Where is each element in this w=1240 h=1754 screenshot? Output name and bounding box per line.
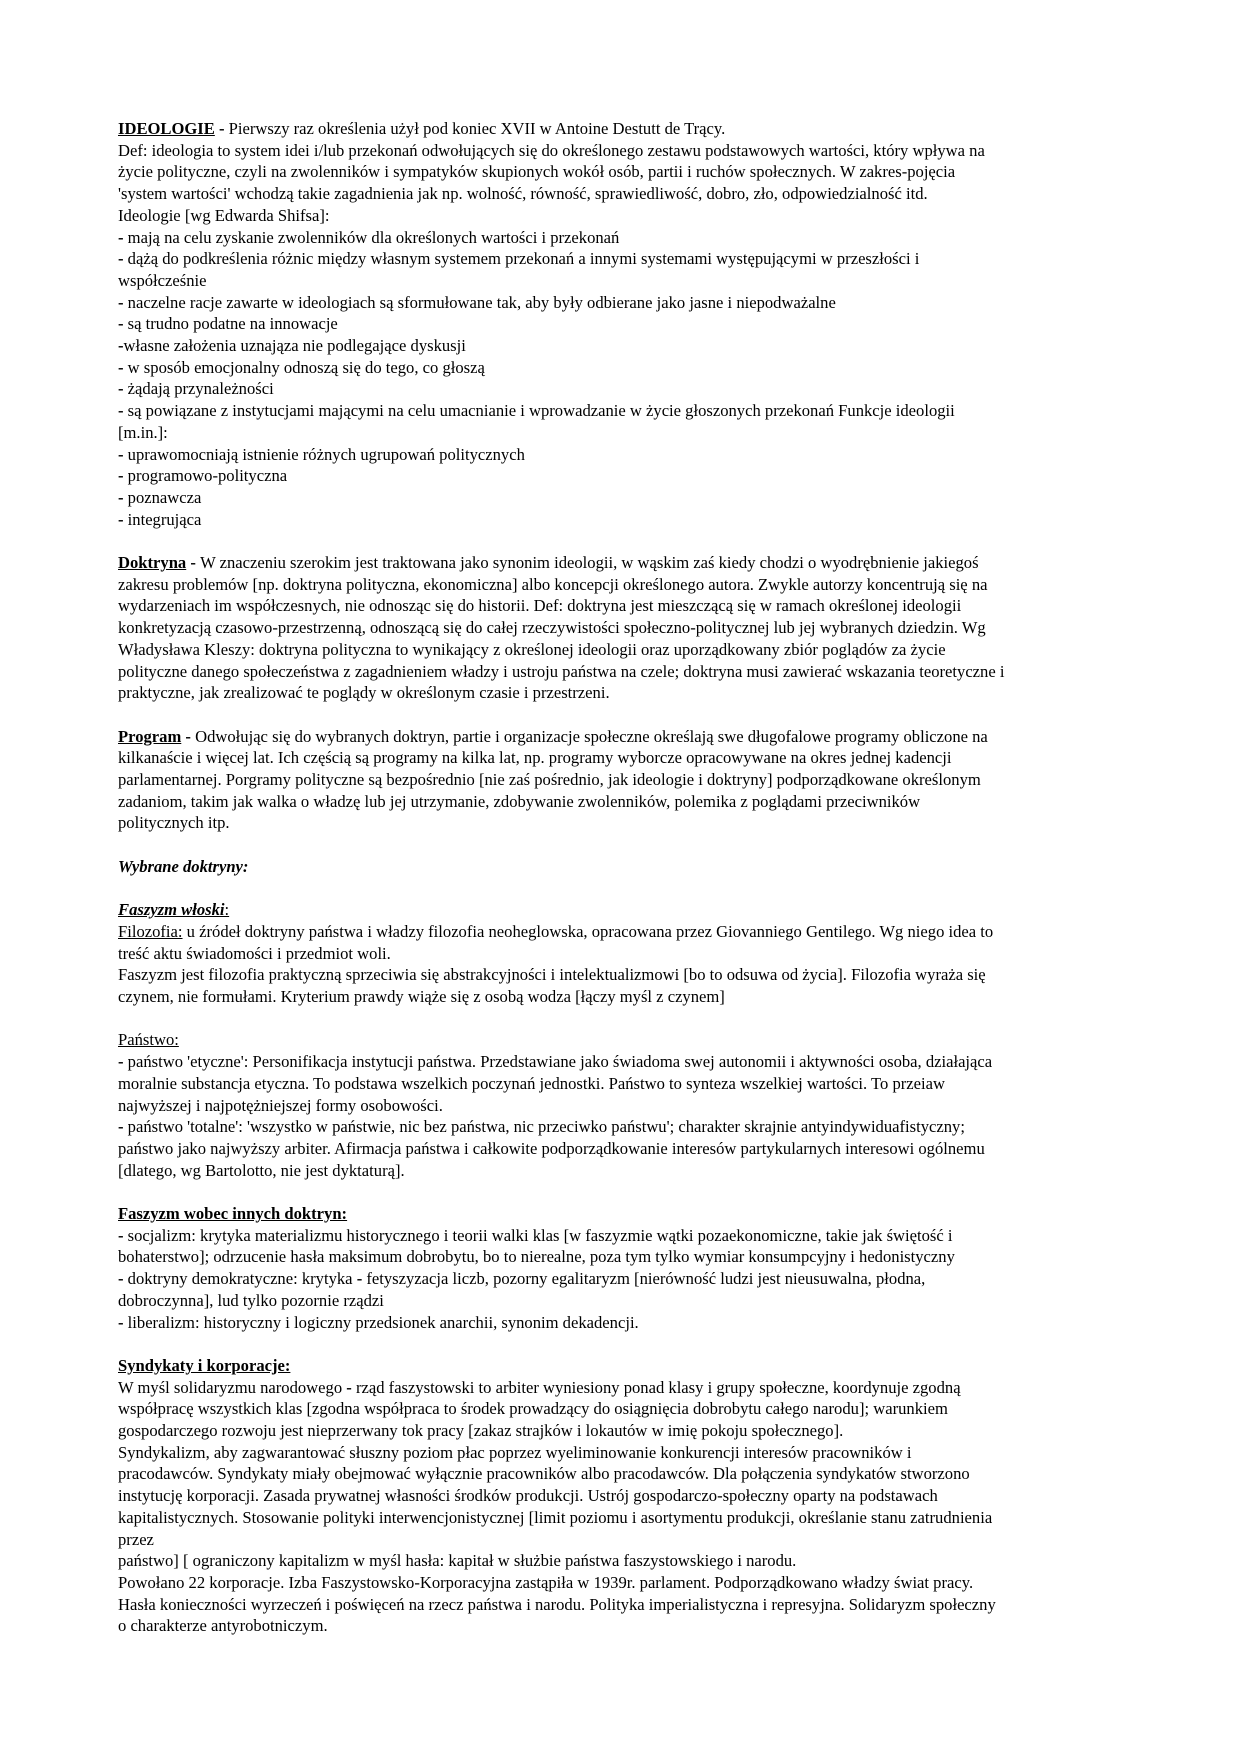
- text-segment: -: [356, 1269, 363, 1289]
- blank-line: [118, 1181, 1120, 1203]
- text-segment: :: [224, 900, 230, 920]
- blank-line: [118, 834, 1120, 856]
- text-line: [118, 444, 1120, 466]
- section-heading: Syndykaty i korporacje:: [118, 1355, 291, 1375]
- text-line: [118, 1246, 1120, 1268]
- text-segment: są trudno podatne na innowacje: [123, 314, 338, 334]
- text-segment: -: [118, 379, 124, 399]
- section-heading: Faszyzm wobec innych doktryn:: [118, 1204, 348, 1224]
- text-segment: -: [118, 1052, 124, 1072]
- text-line: [118, 1420, 1120, 1442]
- text-segment: Pierwszy raz określenia użył pod koniec XVII w Antoine Destutt de Trący.: [228, 119, 726, 138]
- text-line: [118, 1615, 1120, 1637]
- text-line: [118, 964, 1120, 986]
- text-line: [118, 791, 1120, 813]
- text-segment: zakresu problemów [np. doktryna polityczna, ekonomiczna] albo koncepcji określonego autora. Zwykle autorzy koncentrują się na: [118, 574, 988, 594]
- text-segment: u źródeł doktryny państwa i władzy filozofia neoheglowska, opracowana przez Giovanniego Gentilego. Wg niego idea to: [182, 921, 994, 941]
- text-line: [118, 1051, 1120, 1073]
- text-segment: liberalizm: historyczny i logiczny przedsionek anarchii, synonim dekadencji.: [123, 1312, 639, 1332]
- text-line: [118, 812, 1120, 834]
- text-line: [118, 1442, 1120, 1464]
- text-segment: bohaterstwo]; odrzucenie hasła maksimum dobrobytu, bo to nierealne, poza tym tylko wymiar konsumpcyjny i hedonistyczny: [118, 1247, 955, 1267]
- blank-line: [118, 530, 1120, 552]
- text-segment: Państwo:: [118, 1030, 179, 1050]
- text-line: [118, 1138, 1120, 1160]
- text-line: [118, 270, 1120, 292]
- text-line: [118, 552, 1120, 574]
- text-segment: -: [118, 336, 124, 356]
- text-segment: rząd faszystowski to arbiter wyniesiony ponad klasy i grupy społeczne, koordynuje zgodną: [351, 1377, 961, 1397]
- text-segment: -: [214, 119, 229, 138]
- text-segment: państwo 'totalne': 'wszystko w państwie, nic bez państwa, nic przeciwko państwu'; charakter skrajnie antyindywiduafistyczny;: [123, 1117, 965, 1137]
- text-segment: konkretyzacją czasowo-przestrzenną, odnoszącą się do całej rzeczywistości społeczno-politycznej lub jej wybranych dziedzin. Wg: [118, 618, 986, 638]
- text-segment: -: [118, 1117, 124, 1137]
- text-segment: kilkanaście i więcej lat. Ich częścią są programy na kilka lat, np. programy wyborcze opracowywane na okres jednej kadencji: [118, 748, 952, 768]
- text-segment: państwo 'etyczne': Personifikacja instytucji państwa. Przedstawiane jako świadoma swej autonomii i aktywności osoba, działająca: [123, 1052, 993, 1072]
- text-line: [118, 313, 1120, 335]
- text-segment: Syndykalizm, aby zagwarantować słuszny poziom płac poprzez wyeliminowanie konkurencji interesów pracowników i: [118, 1442, 912, 1462]
- text-line: [118, 661, 1120, 683]
- text-segment: państwo jako najwyższy arbiter. Afirmacja państwa i całkowite podporządkowanie interesów partykularnych interesowi ogólnemu: [118, 1138, 985, 1158]
- text-line: [118, 1377, 1120, 1399]
- text-line: [118, 1095, 1120, 1117]
- text-segment: Filozofia:: [118, 921, 183, 941]
- text-segment: w sposób emocjonalny odnoszą się do tego, co głoszą: [123, 357, 485, 377]
- text-segment: dobroczynna], lud tylko pozornie rządzi: [118, 1290, 384, 1310]
- text-segment: Władysława Kleszy: doktryna polityczna to wynikający z określonej ideologii oraz uporządkowany zbiór poglądów za życie: [118, 639, 946, 659]
- text-line: [118, 1485, 1120, 1507]
- text-segment: integrująca: [123, 509, 202, 529]
- text-segment: [m.in.]:: [118, 422, 168, 442]
- text-segment: pracodawców. Syndykaty miały obejmować wyłącznie pracowników albo pracodawców. Dla połączenia syndykatów stworzono: [118, 1464, 970, 1484]
- text-line: [118, 140, 1120, 162]
- text-segment: [dlatego, wg Bartolotto, nie jest dyktaturą].: [118, 1160, 405, 1180]
- text-line: [118, 769, 1120, 791]
- text-segment: wydarzeniach im współczesnych, nie odnosząc się do historii. Def: doktryna jest mieszczącą się w ramach określonej ideologii: [118, 596, 962, 616]
- text-line: [118, 1073, 1120, 1095]
- text-segment: -: [118, 444, 124, 464]
- text-line: [118, 1572, 1120, 1594]
- text-segment: -: [118, 314, 124, 334]
- text-segment: własne założenia uznająza nie podlegające dyskusji: [123, 336, 466, 356]
- text-segment: -: [118, 357, 124, 377]
- text-segment: moralnie substancja etyczna. To podstawa wszelkich poczynań jednostki. Państwo to synteza wszelkiej wartości. To przeiaw: [118, 1073, 945, 1093]
- text-segment: państwo] [ ograniczony kapitalizm w myśl hasła: kapitał w służbie państwa faszystowskiego i narodu.: [118, 1551, 797, 1571]
- text-line: [118, 1594, 1120, 1616]
- text-line: [118, 899, 1120, 921]
- text-segment: -: [118, 1312, 124, 1332]
- text-line: [118, 1529, 1120, 1551]
- text-line: [118, 205, 1120, 227]
- text-segment: -: [118, 1225, 124, 1245]
- text-segment: -: [346, 1377, 352, 1397]
- text-segment: gospodarczego rozwoju jest nieprzerwany tok pracy [zakaz strajków i lokautów w imię pokoju społecznego].: [118, 1421, 844, 1441]
- text-segment: -: [181, 726, 196, 746]
- section-heading: Program: [118, 726, 182, 746]
- text-segment: żądają przynależności: [123, 379, 274, 399]
- text-segment: polityczne danego społeczeństwa z zagadnieniem władzy i ustroju państwa na czele; doktryna musi zawierać wskazania teoretyczne i: [118, 661, 1005, 681]
- text-line: [118, 1507, 1120, 1529]
- text-segment: -: [118, 227, 124, 247]
- text-segment: Faszyzm jest filozofia praktyczną sprzeciwia się abstrakcyjności i intelektualizmowi [bo to odsuwa od życia]. Filozofia wyraża się: [118, 965, 986, 985]
- text-segment: -: [118, 466, 124, 486]
- text-segment: uprawomocniają istnienie różnych ugrupowań politycznych: [123, 444, 525, 464]
- text-line: [118, 1398, 1120, 1420]
- blank-line: [118, 1333, 1120, 1355]
- blank-line: [118, 704, 1120, 726]
- text-line: [118, 574, 1120, 596]
- text-segment: zadaniom, takim jak walka o władzę lub jej utrzymanie, zdobywanie zwolenników, polemika z poglądami przeciwników: [118, 791, 921, 811]
- text-line: [118, 248, 1120, 270]
- text-line: [118, 726, 1120, 748]
- text-segment: -: [118, 292, 124, 312]
- text-line: [118, 921, 1120, 943]
- text-line: [118, 595, 1120, 617]
- text-segment: Odwołując się do wybranych doktryn, partie i organizacje społeczne określają swe długofalowe programy obliczone na: [195, 726, 988, 746]
- text-segment: -: [118, 401, 124, 421]
- text-line: [118, 986, 1120, 1008]
- text-segment: poznawcza: [123, 487, 202, 507]
- text-line: [118, 227, 1120, 249]
- text-line: [118, 856, 1120, 878]
- text-line: [118, 161, 1120, 183]
- text-line: [118, 1268, 1120, 1290]
- text-line: [118, 1116, 1120, 1138]
- text-segment: Hasła konieczności wyrzeczeń i poświęceń na rzecz państwa i narodu. Polityka imperialistyczna i represyjna. Solidaryzm społeczny: [118, 1594, 996, 1614]
- text-segment: Powołano 22 korporacje. Izba Faszystowsko-Korporacyjna zastąpiła w 1939r. parlament. Podporządkowano władzy świat pracy.: [118, 1573, 974, 1592]
- text-segment: naczelne racje zawarte w ideologiach są sformułowane tak, aby były odbierane jako jasne i niepodważalne: [123, 292, 836, 312]
- text-segment: współcześnie: [118, 270, 207, 290]
- text-segment: W znaczeniu szerokim jest traktowana jako synonim ideologii, w wąskim zaś kiedy chodzi o wyodrębnienie jakiegoś: [200, 553, 979, 573]
- text-line: [118, 378, 1120, 400]
- text-segment: czynem, nie formułami. Kryterium prawdy wiąże się z osobą wodza [łączy myśl z czynem]: [118, 987, 725, 1007]
- text-segment: -: [118, 1269, 124, 1289]
- text-line: [118, 1550, 1120, 1572]
- text-line: [118, 400, 1120, 422]
- text-segment: są powiązane z instytucjami mającymi na celu umacnianie i wprowadzanie w życie głoszonych przekonań Funkcje ideologii: [123, 401, 955, 421]
- text-segment: -: [118, 487, 124, 507]
- text-line: [118, 292, 1120, 314]
- text-segment: instytucję korporacji. Zasada prywatnej własności środków produkcji. Ustrój gospodarczo-społeczny oparty na podstawach: [118, 1486, 938, 1506]
- text-segment: praktyczne, jak zrealizować te poglądy w określonym czasie i przestrzeni.: [118, 683, 610, 703]
- text-line: [118, 335, 1120, 357]
- text-segment: politycznych itp.: [118, 813, 230, 833]
- text-line: [118, 639, 1120, 661]
- text-line: [118, 1160, 1120, 1182]
- text-segment: Def: ideologia to system idei i/lub przekonań odwołujących się do określonego zestawu podstawowych wartości, który wpływa na: [118, 140, 985, 160]
- text-line: [118, 1463, 1120, 1485]
- text-segment: najwyższej i najpotężniejszej formy osobowości.: [118, 1095, 443, 1115]
- text-line: [118, 183, 1120, 205]
- text-segment: 'system wartości' wchodzą takie zagadnienia jak np. wolność, równość, sprawiedliwość, dobro, zło, odpowiedzialność itd.: [118, 184, 928, 204]
- text-line: [118, 1312, 1120, 1334]
- text-line: [118, 1355, 1120, 1377]
- text-segment: W myśl solidaryzmu narodowego: [118, 1377, 347, 1397]
- text-segment: socjalizm: krytyka materializmu historycznego i teorii walki klas [w faszyzmie wątki pozaekonomiczne, takie jak świętość i: [123, 1225, 953, 1245]
- text-line: [118, 118, 1120, 140]
- text-segment: mają na celu zyskanie zwolenników dla określonych wartości i przekonań: [123, 227, 620, 247]
- text-segment: -: [118, 249, 124, 269]
- text-line: [118, 1029, 1120, 1051]
- text-segment: o charakterze antyrobotniczym.: [118, 1616, 328, 1636]
- text-segment: dążą do podkreślenia różnic między własnym systemem przekonań a innymi systemami występującymi w przeszłości i: [123, 249, 920, 269]
- text-line: [118, 1290, 1120, 1312]
- text-segment: Ideologie [wg Edwarda Shifsa]:: [118, 205, 330, 225]
- text-segment: parlamentarnej. Porgramy polityczne są bezpośrednio [nie zaś pośrednio, jak ideologie i doktryny] podporządkowane określonym: [118, 770, 981, 790]
- text-line: [118, 465, 1120, 487]
- text-line: [118, 1225, 1120, 1247]
- text-segment: -: [118, 509, 124, 529]
- text-segment: przez: [118, 1529, 154, 1549]
- document-body: [118, 118, 1120, 1637]
- blank-line: [118, 1008, 1120, 1030]
- text-segment: fetyszyzacja liczb, pozorny egalitaryzm [nierówność ludzi jest nieusuwalna, płodna,: [362, 1269, 926, 1289]
- text-segment: doktryny demokratyczne: krytyka: [123, 1269, 357, 1289]
- text-line: [118, 747, 1120, 769]
- text-line: [118, 1203, 1120, 1225]
- text-line: [118, 682, 1120, 704]
- text-segment: treść aktu świadomości i przedmiot woli.: [118, 943, 391, 963]
- text-segment: kapitalistycznych. Stosowanie polityki interwencjonistycznej [limit poziomu i asortymentu produkcji, określanie stanu zatrudnienia: [118, 1507, 993, 1527]
- text-segment: Faszyzm włoski: [118, 900, 225, 920]
- section-heading: IDEOLOGIE: [118, 119, 215, 138]
- section-heading: Doktryna: [118, 553, 187, 573]
- text-segment: -: [186, 553, 201, 573]
- blank-line: [118, 878, 1120, 900]
- text-line: [118, 943, 1120, 965]
- text-line: [118, 617, 1120, 639]
- text-segment: Wybrane doktryny:: [118, 856, 249, 876]
- text-segment: programowo-polityczna: [123, 466, 288, 486]
- text-line: [118, 509, 1120, 531]
- text-line: [118, 357, 1120, 379]
- text-line: [118, 487, 1120, 509]
- text-segment: współpracę wszystkich klas [zgodna współpraca to środek prowadzący do osiągnięcia dobrobytu całego narodu]; warunkiem: [118, 1399, 948, 1419]
- text-segment: życie polityczne, czyli na zwolenników i sympatyków skupionych wokół osób, partii i ruchów społecznych. W zakres-pojęcia: [118, 162, 956, 182]
- text-line: [118, 422, 1120, 444]
